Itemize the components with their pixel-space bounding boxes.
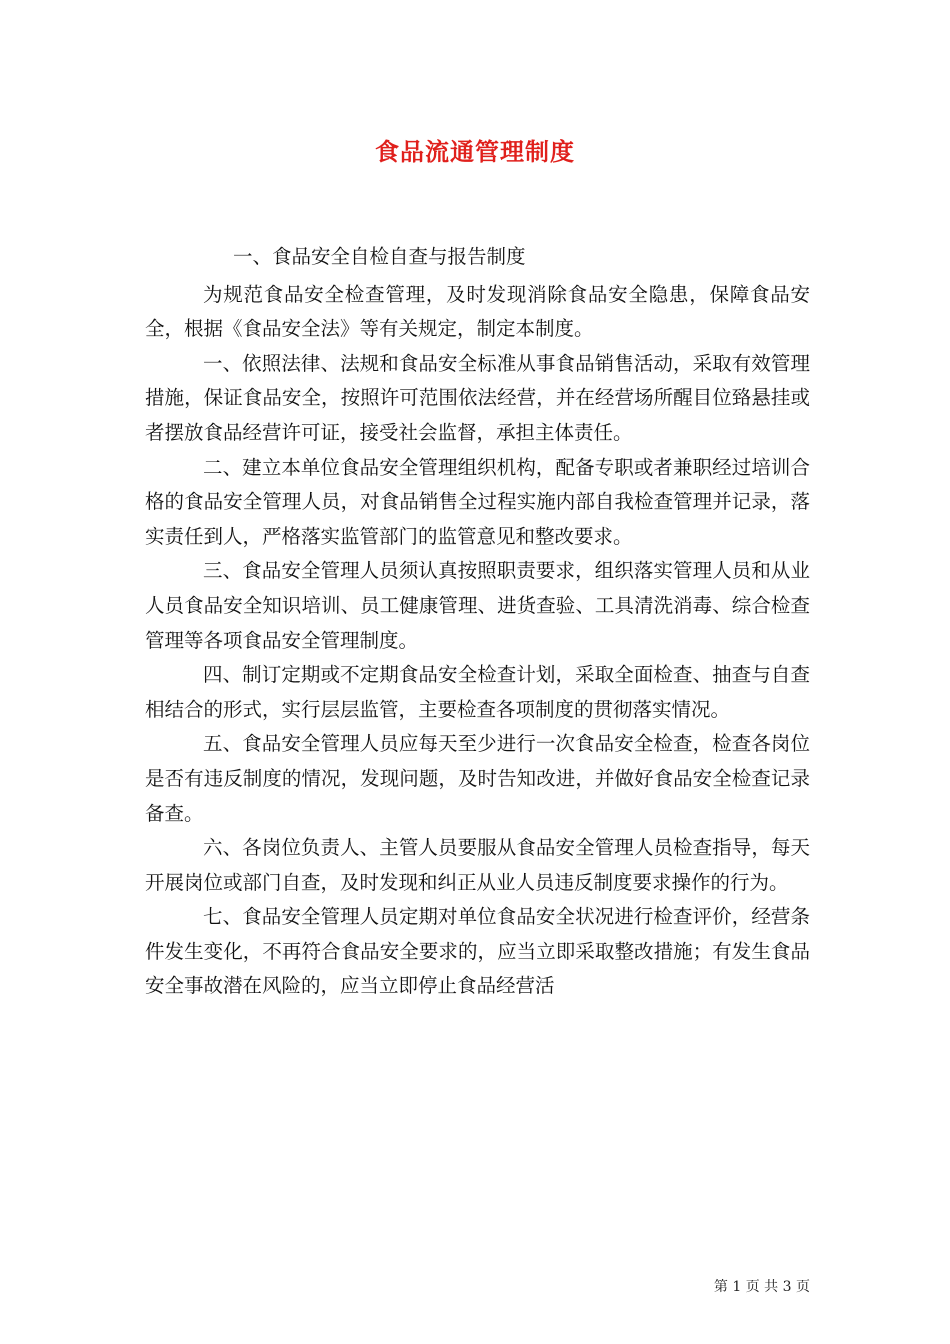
page-number: 第 1 页 共 3 页 <box>713 1279 810 1295</box>
paragraph-3: 三、食品安全管理人员须认真按照职责要求，组织落实管理人员和从业人员食品安全知识培训、员工健康管理、进货查验、工具清洗消毒、综合检查管理等各项食品安全管理制度。 <box>145 559 810 652</box>
paragraph-1: 一、依照法律、法规和食品安全标准从事食品销售活动，采取有效管理措施，保证食品安全，按照许可范围依法经营，并在经营场所醒目位臵悬挂或者摆放食品经营许可证，接受社会监督，承担主体责任。 <box>145 351 810 444</box>
paragraph-4: 四、制订定期或不定期食品安全检查计划，采取全面检查、抽查与自查相结合的形式，实行层层监管，主要检查各项制度的贯彻落实情况。 <box>145 663 810 721</box>
paragraph-7: 七、食品安全管理人员定期对单位食品安全状况进行检查评价，经营条件发生变化，不再符合食品安全要求的，应当立即采取整改措施；有发生食品安全事故潜在风险的，应当立即停止食品经营活 <box>145 905 810 998</box>
paragraph-2: 二、建立本单位食品安全管理组织机构，配备专职或者兼职经过培训合格的食品安全管理人员，对食品销售全过程实施内部自我检查管理并记录，落实责任到人，严格落实监管部门的监管意见和整改要求。 <box>145 455 810 548</box>
document-body <box>145 240 810 1004</box>
section-heading: 一、食品安全自检自查与报告制度 <box>233 245 526 268</box>
paragraph-intro: 为规范食品安全检查管理，及时发现消除食品安全隐患，保障食品安全，根据《食品安全法》等有关规定，制定本制度。 <box>145 282 810 341</box>
document-title: 食品流通管理制度 <box>375 137 575 166</box>
paragraph-6: 六、各岗位负责人、主管人员要服从食品安全管理人员检查指导，每天开展岗位或部门自查，及时发现和纠正从业人员违反制度要求操作的行为。 <box>145 836 810 894</box>
paragraph-5: 五、食品安全管理人员应每天至少进行一次食品安全检查，检查各岗位是否有违反制度的情况，发现问题，及时告知改进，并做好食品安全检查记录备查。 <box>145 732 810 825</box>
